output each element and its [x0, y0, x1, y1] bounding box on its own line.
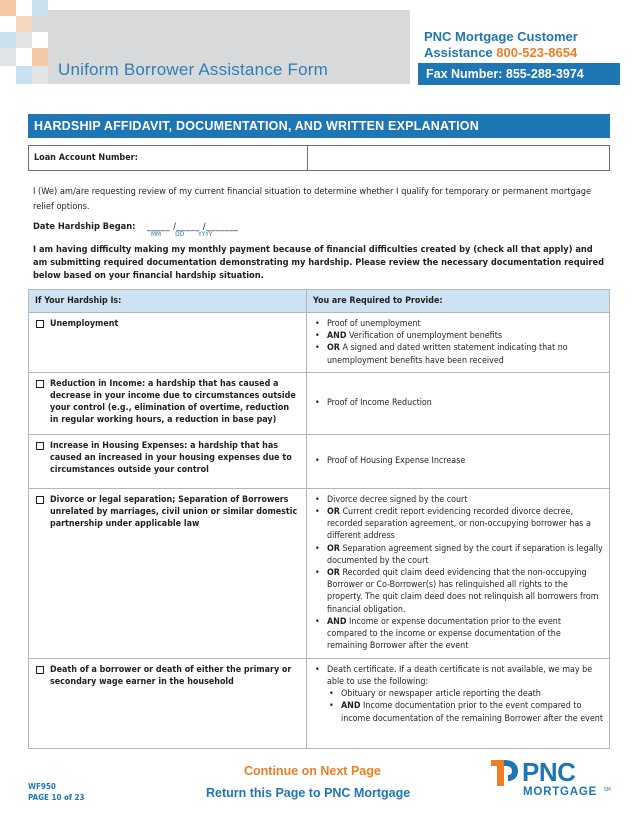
required-cell: [307, 372, 610, 434]
sub-list-item: • Obituary or newspaper article reporting the death: [327, 688, 603, 700]
table-row: [29, 372, 610, 434]
list-item: • Proof of Housing Expense Increase: [313, 455, 603, 467]
sub-list-item: • AND Income documentation prior to the event compared to income documentation of the remaining Borrower after the event: [327, 700, 603, 724]
date-hint-month: MM: [151, 230, 162, 238]
hardship-cell: [29, 372, 307, 434]
checkbox-housing-expenses[interactable]: [36, 442, 44, 450]
contact-label: Assistance: [424, 45, 497, 60]
required-cell: [307, 313, 610, 373]
list-item: • Death certificate. If a death certificate is not available, we may be able to use the following: • Obituary or newspaper article reporting the death • AND Income documentation prior to the event compared to income documentation of the remaining Borrower after the event: [313, 664, 603, 725]
table-header-row: [29, 290, 610, 313]
header-mosaic: [0, 0, 48, 84]
required-cell: [307, 658, 610, 748]
checkbox-death-of-borrower[interactable]: [36, 666, 44, 674]
hardship-cell: [29, 658, 307, 748]
hardship-label: Divorce or legal separation; Separation of Borrowers unrelated by marriages, civil union or similar domestic partnership under applicable law: [50, 494, 298, 530]
continue-note: Continue on Next Page: [244, 764, 381, 778]
contact-phone: 800-523-8654: [496, 45, 578, 60]
list-item: • Proof of Income Reduction: [313, 397, 603, 409]
loan-account-divider: [307, 145, 308, 171]
hardship-label: Reduction in Income: a hardship that has caused a decrease in your income due to circumstances outside your control (e.g., elimination of overtime, reduction in regular working hours, a reduction in base pay): [50, 378, 296, 426]
hardship-label: Increase in Housing Expenses: a hardship that has caused an increased in your housing expenses due to circumstances outside your control: [50, 440, 292, 476]
intro-text: I (We) am/are requesting review of my current financial situation to determine whether I qualify for temporary or permanent mortgage relief options.: [33, 186, 592, 212]
date-hints: [151, 230, 226, 238]
list-item: • AND Verification of unemployment benefits: [313, 330, 603, 342]
list-item: • OR Recorded quit claim deed evidencing that the non-occupying Borrower or Co-Borrower(s) has relinquished all rights to the property. The quit claim deed does not relinquish all borrowers from financial obligation.: [313, 567, 603, 616]
logo-subtext: MORTGAGE: [523, 786, 598, 798]
list-item: • Proof of unemployment: [313, 318, 603, 330]
pnc-mortgage-logo: [487, 756, 617, 804]
pnc-logo-icon: [487, 758, 521, 788]
hardship-cell: [29, 434, 307, 488]
list-item: • Divorce decree signed by the court: [313, 494, 603, 506]
fax-number: Fax Number: 855-288-3974: [418, 63, 620, 85]
col-required-header: You are Required to Provide:: [307, 290, 610, 313]
form-number: WF950: [28, 782, 56, 791]
hardship-label: Death of a borrower or death of either the primary or secondary wage earner in the household: [50, 664, 292, 688]
hardship-cell: [29, 488, 307, 658]
date-hardship-field[interactable]: _____ /_____ /_______: [147, 221, 239, 232]
required-cell: [307, 488, 610, 658]
date-hardship-label: Date Hardship Began:: [33, 221, 136, 232]
hardship-label: Unemployment: [50, 319, 119, 329]
loan-account-field[interactable]: [28, 145, 610, 171]
form-title: Uniform Borrower Assistance Form: [58, 60, 328, 79]
table-row: [29, 658, 610, 748]
checkbox-divorce-separation[interactable]: [36, 496, 44, 504]
sub-list: [327, 688, 603, 725]
list-item: • OR A signed and dated written statement indicating that no unemployment benefits have been received: [313, 342, 603, 366]
table-row: [29, 488, 610, 658]
date-hint-year: YYYY: [198, 230, 213, 238]
section-title: HARDSHIP AFFIDAVIT, DOCUMENTATION, AND WRITTEN EXPLANATION: [28, 114, 610, 138]
date-hint-day: DD: [175, 230, 185, 238]
table-row: [29, 313, 610, 373]
contact-line2: [424, 45, 577, 60]
col-hardship-header: If Your Hardship Is:: [29, 290, 307, 313]
page-number: PAGE 10 of 23: [28, 793, 85, 802]
contact-line1: PNC Mortgage Customer: [424, 29, 578, 44]
list-item: • OR Current credit report evidencing recorded divorce decree, recorded separation agreement, or non-occupying borrower has a different address: [313, 506, 603, 543]
difficulty-statement: I am having difficulty making my monthly payment because of financial difficulties created by (check all that apply) and am submitting required documentation demonstrating my hardship. Please review the necessary documentation required below based on your financial hardship situation.: [33, 244, 605, 281]
hardship-table: [28, 289, 610, 749]
list-item: • AND Income or expense documentation prior to the event compared to the income or expense documentation of the remaining Borrower after the event: [313, 616, 603, 653]
logo-servicemark: SM: [604, 787, 611, 793]
table-row: [29, 434, 610, 488]
checkbox-unemployment[interactable]: [36, 320, 44, 328]
list-item: • OR Separation agreement signed by the court if separation is legally documented by the court: [313, 543, 603, 567]
checkbox-reduction-in-income[interactable]: [36, 380, 44, 388]
logo-wordmark: PNC: [522, 757, 576, 787]
return-note: Return this Page to PNC Mortgage: [206, 786, 411, 800]
loan-account-label: Loan Account Number:: [34, 153, 138, 163]
required-cell: [307, 434, 610, 488]
hardship-cell: [29, 313, 307, 373]
